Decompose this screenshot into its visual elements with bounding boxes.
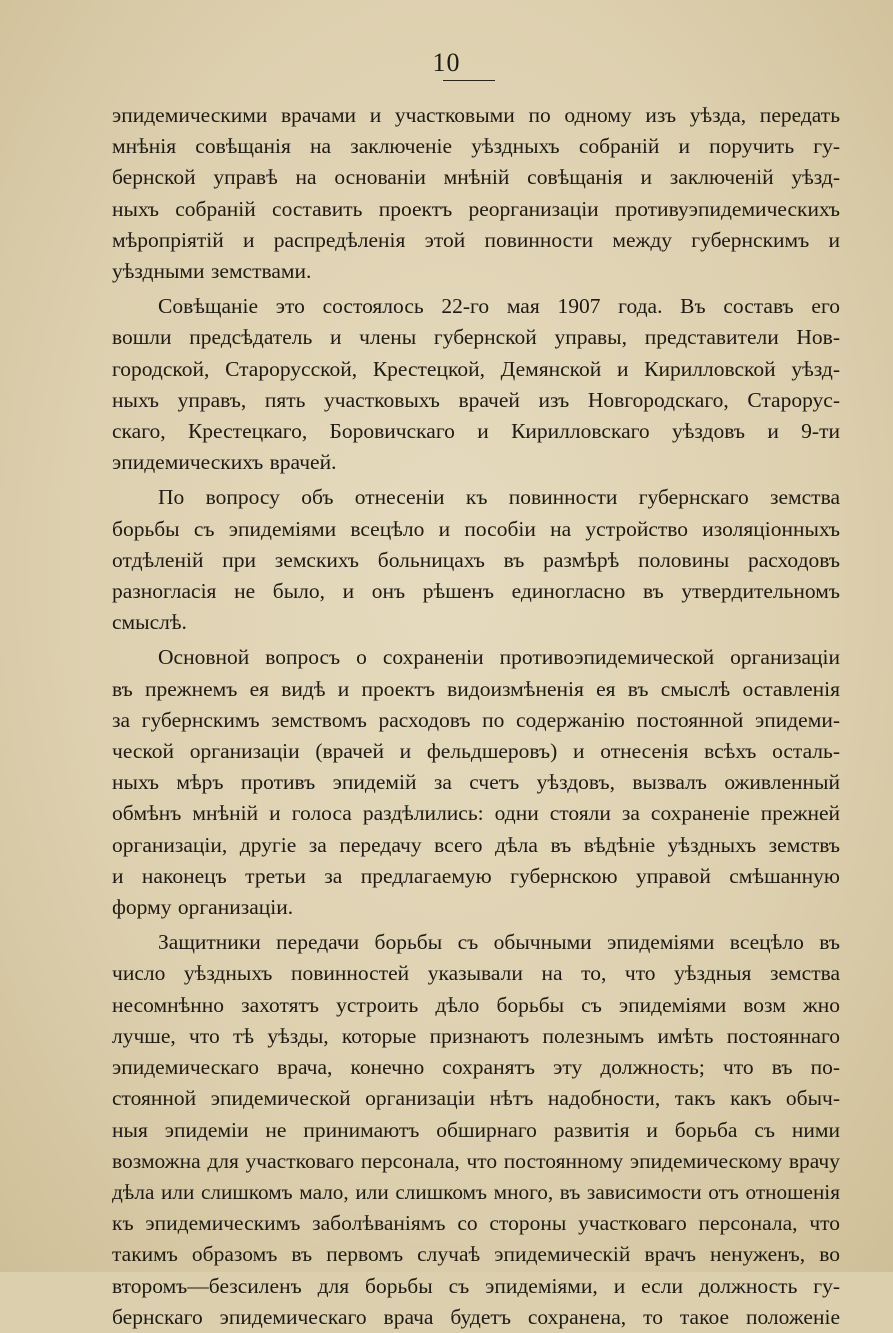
text-line: организаціи, другіе за передачу всего дѣла въ вѣдѣніе уѣздныхъ земствъ bbox=[112, 832, 840, 857]
text-line: ныхъ собраній составить проектъ реорганизаціи противуэпидемическихъ bbox=[112, 196, 840, 221]
text-line: стоянной эпидемической организаціи нѣтъ надобности, такъ какъ обыч- bbox=[112, 1086, 840, 1111]
text-line: форму организаціи. bbox=[112, 895, 294, 920]
paragraph-start-line: Совѣщаніе это состоялось 22-го мая 1907 года. Въ составъ его bbox=[158, 294, 840, 319]
page-number: 10 bbox=[432, 48, 461, 77]
paragraph-start-line: Основной вопросъ о сохраненіи противоэпидемической организаціи bbox=[158, 645, 840, 670]
text-line: ныхъ управъ, пять участковыхъ врачей изъ Новгородскаго, Старорус- bbox=[112, 387, 840, 412]
text-line: ческой организаціи (врачей и фельдшеровъ) и отнесенія всѣхъ осталь- bbox=[112, 739, 840, 764]
text-line: уѣздными земствами. bbox=[112, 259, 312, 284]
text-line: ныя эпидеміи не принимаютъ обширнаго развитія и борьба съ ними bbox=[112, 1117, 840, 1142]
body-text bbox=[112, 100, 840, 1333]
text-line: эпидемическими врачами и участковыми по одному изъ уѣзда, передать bbox=[112, 103, 840, 127]
text-line: возможна для участковаго персонала, что постоянному эпидемическому врачу bbox=[112, 1148, 840, 1173]
text-line: ныхъ мѣръ противъ эпидемій за счетъ уѣздовъ, вызвалъ оживленный bbox=[112, 770, 840, 795]
text-line: городской, Старорусской, Крестецкой, Демянской и Кирилловской уѣзд- bbox=[112, 356, 840, 381]
text-line: вошли предсѣдатель и члены губернской управы, представители Нов- bbox=[112, 325, 840, 350]
text-line: и наконецъ третьи за предлагаемую губернскою управой смѣшанную bbox=[112, 863, 840, 888]
text-line: за губернскимъ земствомъ расходовъ по содержанію постоянной эпидеми- bbox=[112, 707, 840, 732]
text-line: въ прежнемъ ея видѣ и проектъ видоизмѣненія ея въ смыслѣ оставленія bbox=[112, 676, 840, 701]
text-line: мнѣнія совѣщанія на заключеніе уѣздныхъ собраній и поручить гу- bbox=[112, 134, 840, 159]
text-line: такимъ образомъ въ первомъ случаѣ эпидемическій врачъ ненуженъ, во bbox=[112, 1242, 840, 1267]
text-line: бернскаго эпидемическаго врача будетъ сохранена, то такое положеніе bbox=[112, 1304, 840, 1329]
text-line: обмѣнъ мнѣній и голоса раздѣлились: одни стояли за сохраненіе прежней bbox=[112, 801, 840, 826]
text-line: смыслѣ. bbox=[112, 610, 187, 635]
text-line: къ эпидемическимъ заболѣваніямъ со стороны участковаго персонала, что bbox=[112, 1211, 840, 1236]
text-line: скаго, Крестецкаго, Боровичскаго и Кирилловскаго уѣздовъ и 9-ти bbox=[112, 419, 840, 444]
text-line: лучше, что тѣ уѣзды, которые признаютъ полезнымъ имѣть постояннаго bbox=[112, 1023, 840, 1048]
text-line: дѣла или слишкомъ мало, или слишкомъ много, въ зависимости отъ отношенія bbox=[112, 1179, 840, 1204]
text-line: несомнѣнно захотятъ устроить дѣло борьбы съ эпидеміями возм жно bbox=[112, 992, 840, 1017]
text-line: разногласія не было, и онъ рѣшенъ единогласно въ утвердительномъ bbox=[112, 579, 840, 604]
paragraph-start-line: Защитники передачи борьбы съ обычными эпидеміями всецѣло въ bbox=[158, 930, 840, 955]
text-line: отдѣленій при земскихъ больницахъ въ размѣрѣ половины расходовъ bbox=[112, 547, 840, 572]
text-line: борьбы съ эпидеміями всецѣло и пособіи на устройство изоляціонныхъ bbox=[112, 516, 840, 541]
text-line: эпидемическихъ врачей. bbox=[112, 450, 337, 475]
text-line: эпидемическаго врача, конечно сохранятъ эту должность; что въ по- bbox=[112, 1055, 840, 1080]
text-line: второмъ—безсиленъ для борьбы съ эпидеміями, и если должность гу- bbox=[112, 1273, 840, 1298]
text-line: число уѣздныхъ повинностей указывали на то, что уѣздныя земства bbox=[112, 961, 840, 986]
text-line: мѣропріятій и распредѣленія этой повинности между губернскимъ и bbox=[112, 227, 840, 252]
page-number-rule bbox=[443, 80, 495, 81]
paragraph-start-line: По вопросу объ отнесеніи къ повинности губернскаго земства bbox=[158, 485, 840, 510]
text-line: бернской управѣ на основаніи мнѣній совѣщанія и заключеній уѣзд- bbox=[112, 165, 840, 190]
